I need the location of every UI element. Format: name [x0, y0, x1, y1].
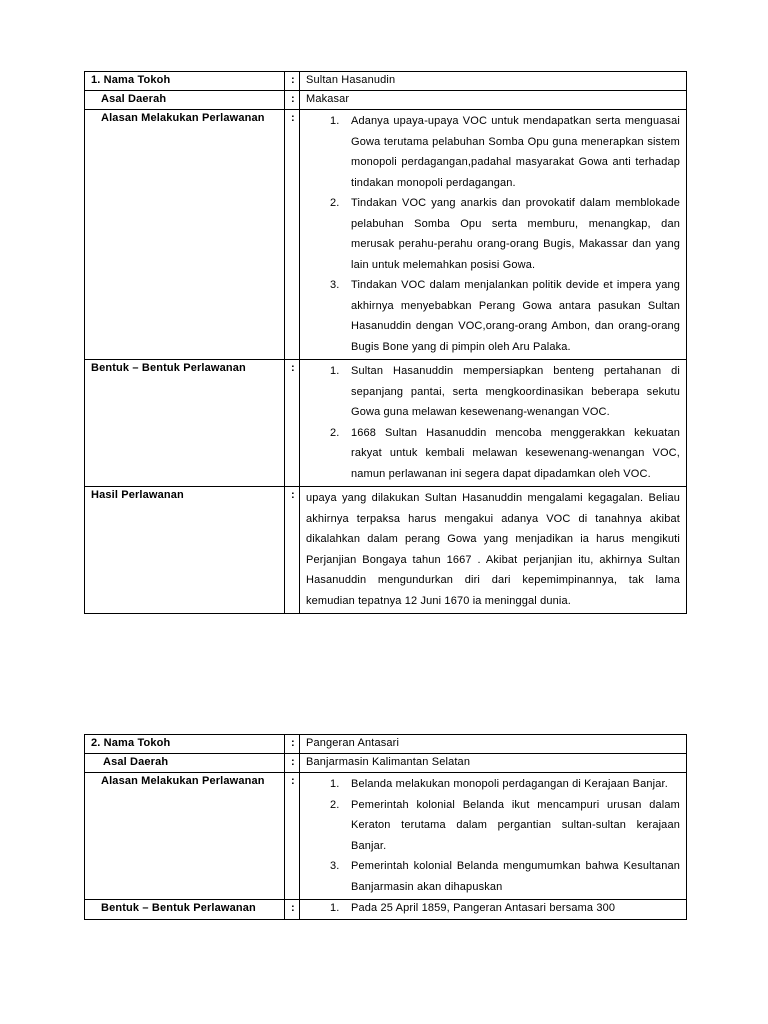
list-item — [306, 795, 680, 857]
alasan-label: Alasan Melakukan Perlawanan — [85, 773, 285, 900]
alasan-cell — [300, 110, 687, 360]
list-number: 2. — [330, 197, 340, 209]
list-number: 1. — [330, 115, 340, 127]
list-item — [306, 774, 680, 795]
alasan-label: Alasan Melakukan Perlawanan — [85, 110, 285, 360]
table-sultan-hasanudin — [84, 71, 687, 614]
nama-tokoh-value: Sultan Hasanudin — [300, 72, 687, 91]
row-asal-daerah — [85, 754, 687, 773]
list-item — [306, 275, 680, 357]
bentuk-list — [306, 361, 680, 484]
list-text: Sultan Hasanuddin mempersiapkan benteng pertahanan di sepanjang pantai, serta mengkoordinasikan beberapa sekutu Gowa guna melawan kesewenang-wenangan VOC. — [351, 365, 680, 418]
colon: : — [285, 91, 300, 110]
row-nama-tokoh — [85, 72, 687, 91]
asal-daerah-label: Asal Daerah — [85, 91, 285, 110]
colon: : — [285, 360, 300, 487]
list-number: 1. — [330, 902, 340, 914]
table-pangeran-antasari — [84, 734, 687, 920]
row-alasan-perlawanan — [85, 110, 687, 360]
nama-tokoh-label: 1. Nama Tokoh — [85, 72, 285, 91]
row-bentuk-perlawanan — [85, 900, 687, 920]
nama-tokoh-value: Pangeran Antasari — [300, 735, 687, 754]
list-item — [306, 111, 680, 193]
list-number: 2. — [330, 426, 340, 439]
row-hasil-perlawanan — [85, 487, 687, 614]
list-number: 2. — [330, 798, 340, 811]
list-item — [306, 361, 680, 423]
colon: : — [285, 754, 300, 773]
hasil-text: upaya yang dilakukan Sultan Hasanuddin mengalami kegagalan. Beliau akhirnya terpaksa harus mengakui adanya VOC di tanahnya akibat dikalahkan dalam perang Gowa yang menjadikan ia harus mengikuti Perjanjian Bongaya tahun 1667 . Akibat perjanjian itu, akhirnya Sultan Hasanuddin mengundurkan diri dari kepemimpinannya, tak lama kemudian tepatnya 12 Juni 1670 ia meninggal dunia. — [306, 492, 680, 607]
list-number: 1. — [330, 365, 340, 377]
alasan-list — [306, 774, 680, 897]
colon: : — [285, 773, 300, 900]
list-text: Adanya upaya-upaya VOC untuk mendapatkan serta menguasai Gowa terutama pelabuhan Somba Opu guna menerapkan sistem monopoli perdagangan,padahal masyarakat Gowa anti terhadap tindakan monopoli perdagangan. — [351, 115, 680, 189]
list-text: Pemerintah kolonial Belanda ikut mencampuri urusan dalam Keraton terutama dalam pergantian sultan-sultan kerajaan Banjar. — [351, 798, 680, 852]
row-bentuk-perlawanan — [85, 360, 687, 487]
colon: : — [285, 487, 300, 614]
list-number: 3. — [330, 860, 340, 872]
list-item — [306, 856, 680, 897]
nama-tokoh-label: 2. Nama Tokoh — [85, 735, 285, 754]
asal-daerah-value: Makasar — [300, 91, 687, 110]
list-number: 3. — [330, 279, 340, 291]
list-number: 1. — [330, 778, 340, 790]
row-alasan-perlawanan — [85, 773, 687, 900]
list-text: Pada 25 April 1859, Pangeran Antasari bersama 300 — [351, 902, 616, 914]
list-item — [306, 423, 680, 485]
hasil-label: Hasil Perlawanan — [85, 487, 285, 614]
bentuk-list — [306, 901, 680, 916]
bentuk-label: Bentuk – Bentuk Perlawanan — [85, 360, 285, 487]
asal-daerah-label: Asal Daerah — [85, 754, 285, 773]
colon: : — [285, 72, 300, 91]
bentuk-label: Bentuk – Bentuk Perlawanan — [85, 900, 285, 920]
list-text: Tindakan VOC yang anarkis dan provokatif dalam memblokade pelabuhan Somba Opu serta memburu, menangkap, dan merusak perahu-perahu orang-orang Bugis, Makassar dan yang lain untuk melemahkan posisi Gowa. — [351, 197, 680, 271]
row-asal-daerah — [85, 91, 687, 110]
list-item — [306, 901, 680, 916]
list-text: Belanda melakukan monopoli perdagangan di Kerajaan Banjar. — [351, 778, 668, 790]
colon: : — [285, 735, 300, 754]
colon: : — [285, 110, 300, 360]
alasan-list — [306, 111, 680, 357]
list-item — [306, 193, 680, 275]
hasil-cell — [300, 487, 687, 614]
list-text: Pemerintah kolonial Belanda mengumumkan bahwa Kesultanan Banjarmasin akan dihapuskan — [351, 860, 680, 893]
list-text: 1668 Sultan Hasanuddin mencoba menggerakkan kekuatan rakyat untuk kembali melawan kesewenang-wenangan VOC, namun perlawanan ini segera dapat dipadamkan oleh VOC. — [351, 426, 680, 480]
row-nama-tokoh — [85, 735, 687, 754]
list-text: Tindakan VOC dalam menjalankan politik devide et impera yang akhirnya menyebabkan Perang Gowa antara pasukan Sultan Hasanuddin dengan VOC,orang-orang Ambon, dan orang-orang Bugis Bone yang di pimpin oleh Aru Palaka. — [351, 279, 680, 353]
alasan-cell — [300, 773, 687, 900]
bentuk-cell — [300, 900, 687, 920]
colon: : — [285, 900, 300, 920]
bentuk-cell — [300, 360, 687, 487]
asal-daerah-value: Banjarmasin Kalimantan Selatan — [300, 754, 687, 773]
